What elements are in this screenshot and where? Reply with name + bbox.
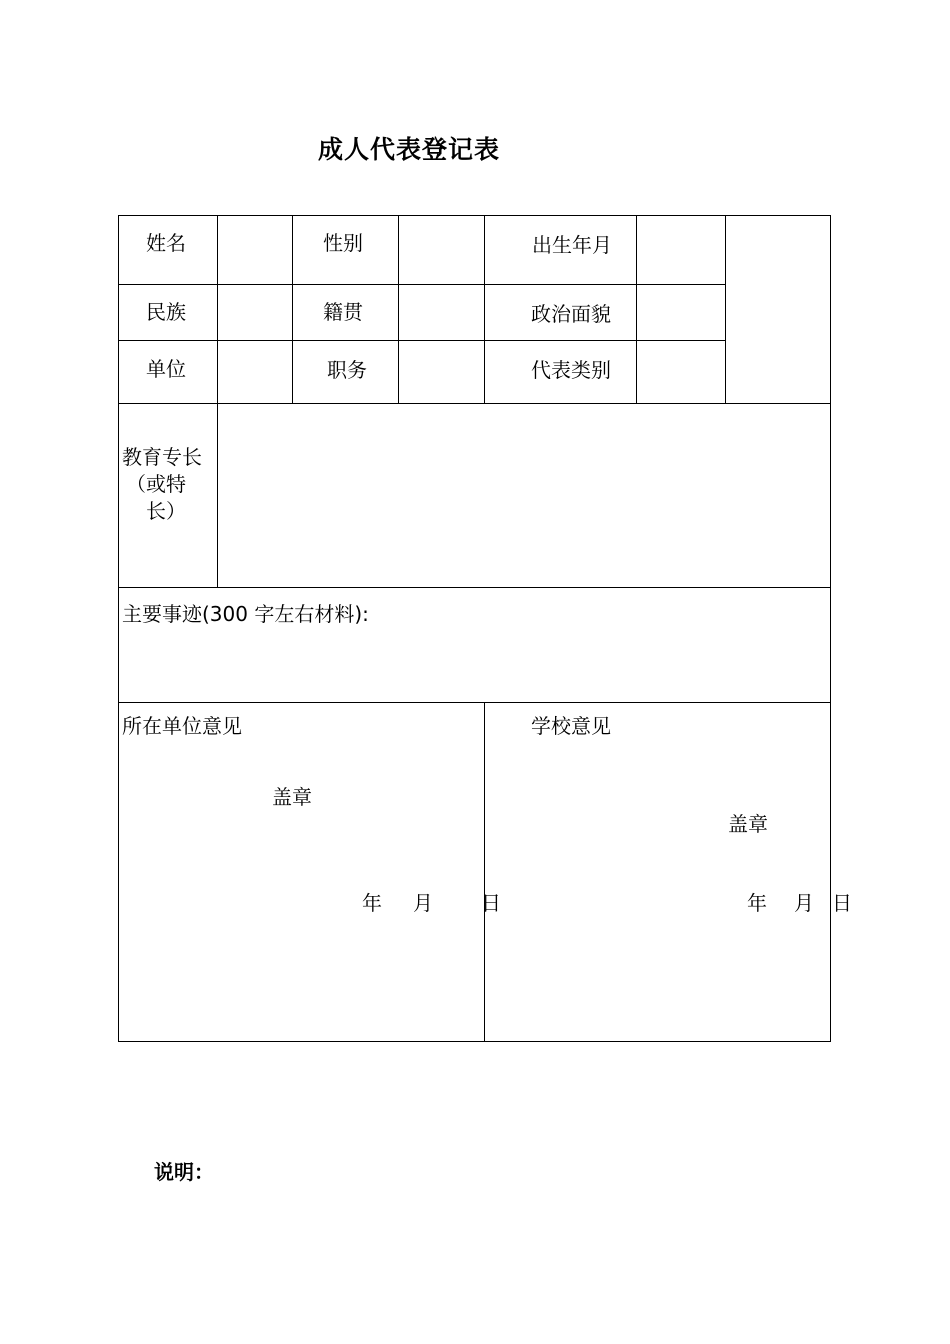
label-rep-category: 代表类别 (531, 358, 611, 382)
unit-seal-label: 盖章 (272, 785, 312, 809)
unit-field[interactable] (225, 352, 285, 392)
school-date-day: 日 (832, 891, 852, 915)
unit-date-month: 月 (413, 891, 433, 915)
table-border-bottom (118, 1041, 831, 1042)
col-divider (292, 215, 293, 404)
unit-date-year: 年 (362, 891, 382, 915)
birth-field[interactable] (642, 230, 720, 270)
school-date-year: 年 (747, 891, 767, 915)
political-status-field[interactable] (642, 296, 720, 332)
school-seal-label: 盖章 (728, 812, 768, 836)
label-education-line3: 长） (146, 499, 186, 523)
label-unit-opinion: 所在单位意见 (122, 714, 242, 738)
row-divider (118, 702, 831, 703)
label-position: 职务 (327, 358, 367, 382)
label-political-status: 政治面貌 (531, 302, 611, 326)
label-achievements: 主要事迹(300 字左右材料): (122, 602, 369, 626)
table-border-right (830, 215, 831, 1042)
label-unit: 单位 (146, 357, 186, 381)
native-place-field[interactable] (405, 296, 475, 332)
row-divider (118, 587, 831, 588)
label-native-place: 籍贯 (323, 300, 363, 324)
col-divider (636, 215, 637, 404)
achievements-field[interactable] (122, 632, 822, 696)
col-divider (725, 215, 726, 404)
unit-date-day: 日 (481, 891, 501, 915)
opinion-divider (484, 702, 485, 1042)
label-education-line1: 教育专长 (122, 445, 202, 469)
position-field[interactable] (405, 352, 475, 392)
row-divider (118, 340, 726, 341)
photo-area[interactable] (727, 216, 829, 403)
label-birth: 出生年月 (532, 233, 612, 257)
form-title: 成人代表登记表 (318, 135, 501, 164)
col-divider (484, 215, 485, 404)
education-field[interactable] (222, 410, 822, 580)
name-field[interactable] (225, 230, 285, 270)
label-school-opinion: 学校意见 (531, 714, 611, 738)
label-name: 姓名 (146, 231, 186, 255)
col-divider (217, 215, 218, 588)
label-education-line2: （或特 (126, 472, 186, 496)
label-ethnicity: 民族 (146, 300, 186, 324)
row-divider (118, 284, 726, 285)
gender-field[interactable] (405, 230, 475, 270)
table-border-left (118, 215, 119, 1042)
rep-category-field[interactable] (642, 352, 720, 392)
school-date-month: 月 (794, 891, 814, 915)
label-gender: 性别 (323, 231, 363, 255)
col-divider (398, 215, 399, 404)
ethnicity-field[interactable] (225, 296, 285, 332)
note-label: 说明： (154, 1160, 214, 1184)
